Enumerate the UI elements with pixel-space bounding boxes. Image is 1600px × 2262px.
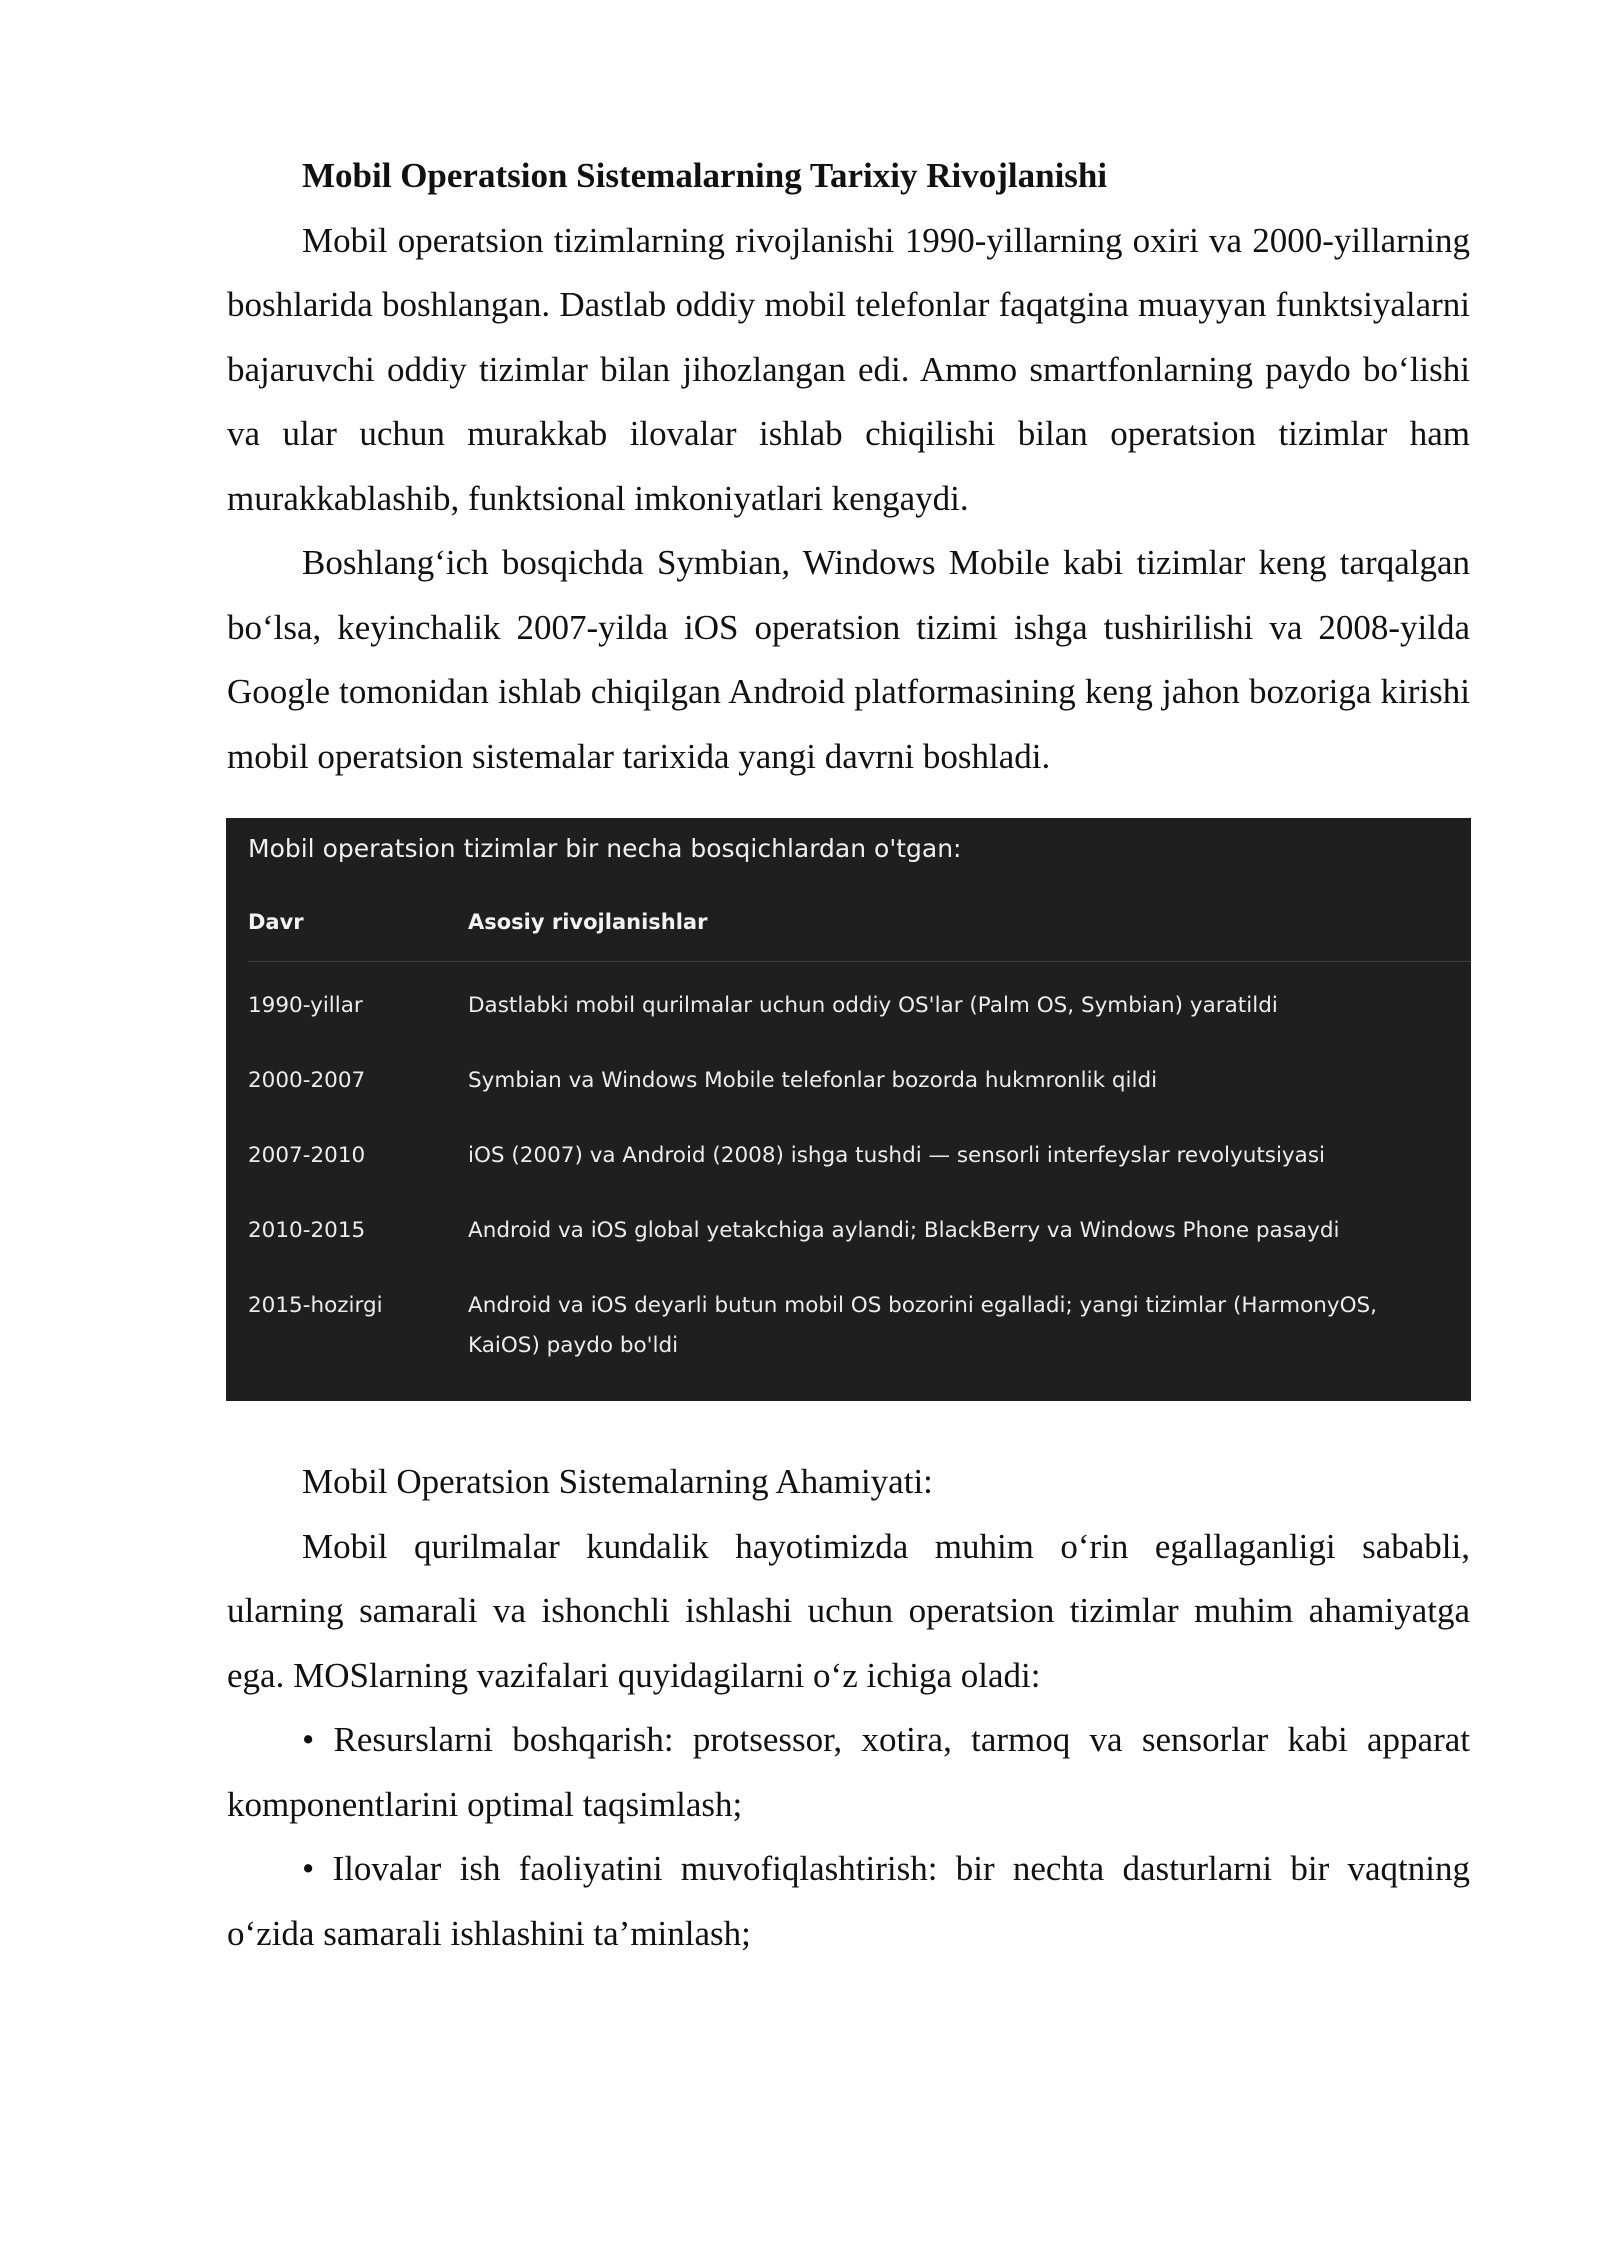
table-cell-period: 2007-2010 (248, 1143, 366, 1168)
section2-intro: Mobil qurilmalar kundalik hayotimizda muhim o‘rin egallaganligi sababli, ularning samarali va ishonchli ishlashi uchun operatsion tizimlar muhim ahamiyatga ega. MOSlarning vazifalari quyidagilarni o‘z ichiga oladi: (227, 1526, 1470, 1695)
section2-heading: Mobil Operatsion Sistemalarning Ahamiyati: (302, 1462, 933, 1501)
table-cell-development: iOS (2007) va Android (2008) ishga tushdi — sensorli interfeyslar revolyutsiyasi (468, 1143, 1325, 1168)
paragraph-2: Boshlang‘ich bosqichda Symbian, Windows Mobile kabi tizimlar keng tarqalgan bo‘lsa, keyinchalik 2007-yilda iOS operatsion tizimi ishga tushirilishi va 2008-yilda Google tomonidan ishlab chiqilgan Android platformasining keng jahon bozoriga kirishi mobil operatsion sistemalar tarixida yangi davrni boshladi. (227, 543, 1470, 776)
table-cell-period: 2000-2007 (248, 1068, 366, 1093)
table-cell-period: 1990-yillar (248, 993, 363, 1018)
bullet-item: • Resurslarni boshqarish: protsessor, xotira, tarmoq va sensorlar kabi apparat komponentlarini optimal taqsimlash; (227, 1720, 1470, 1824)
paragraph-1: Mobil operatsion tizimlarning rivojlanishi 1990-yillarning oxiri va 2000-yillarning boshlarida boshlangan. Dastlab oddiy mobil telefonlar faqatgina muayyan funktsiyalarni bajaruvchi oddiy tizimlar bilan jihozlangan edi. Ammo smartfonlarning paydo bo‘lishi va ular uchun murakkab ilovalar ishlab chiqilishi bilan operatsion tizimlar ham murakkablashib, funktsional imkoniyatlari kengaydi. (227, 220, 1470, 518)
history-table-image (226, 818, 1471, 1401)
table-cell-development: Android va iOS global yetakchiga aylandi; BlackBerry va Windows Phone pasaydi (468, 1218, 1340, 1243)
table-header-divider (248, 961, 1471, 962)
section-heading: Mobil Operatsion Sistemalarning Tarixiy Rivojlanishi (302, 156, 1108, 195)
bullet-item: • Ilovalar ish faoliyatini muvofiqlashtirish: bir nechta dasturlarni bir vaqtning o‘zida samarali ishlashini ta’minlash; (227, 1849, 1470, 1953)
table-cell-development: Android va iOS deyarli butun mobil OS bozorini egalladi; yangi tizimlar (HarmonyOS, KaiOS) paydo bo'ldi (468, 1293, 1377, 1358)
table-header-period: Davr (248, 910, 304, 934)
table-caption: Mobil operatsion tizimlar bir necha bosqichlardan o'tgan: (248, 834, 962, 863)
table-cell-period: 2015-hozirgi (248, 1293, 383, 1318)
table-cell-period: 2010-2015 (248, 1218, 366, 1243)
spacer (227, 1401, 1470, 1450)
table-cell-development: Dastlabki mobil qurilmalar uchun oddiy OS'lar (Palm OS, Symbian) yaratildi (468, 993, 1278, 1018)
document-content (227, 144, 1470, 1966)
table-header-developments: Asosiy rivojlanishlar (468, 910, 708, 934)
table-cell-development: Symbian va Windows Mobile telefonlar bozorda hukmronlik qildi (468, 1068, 1158, 1093)
